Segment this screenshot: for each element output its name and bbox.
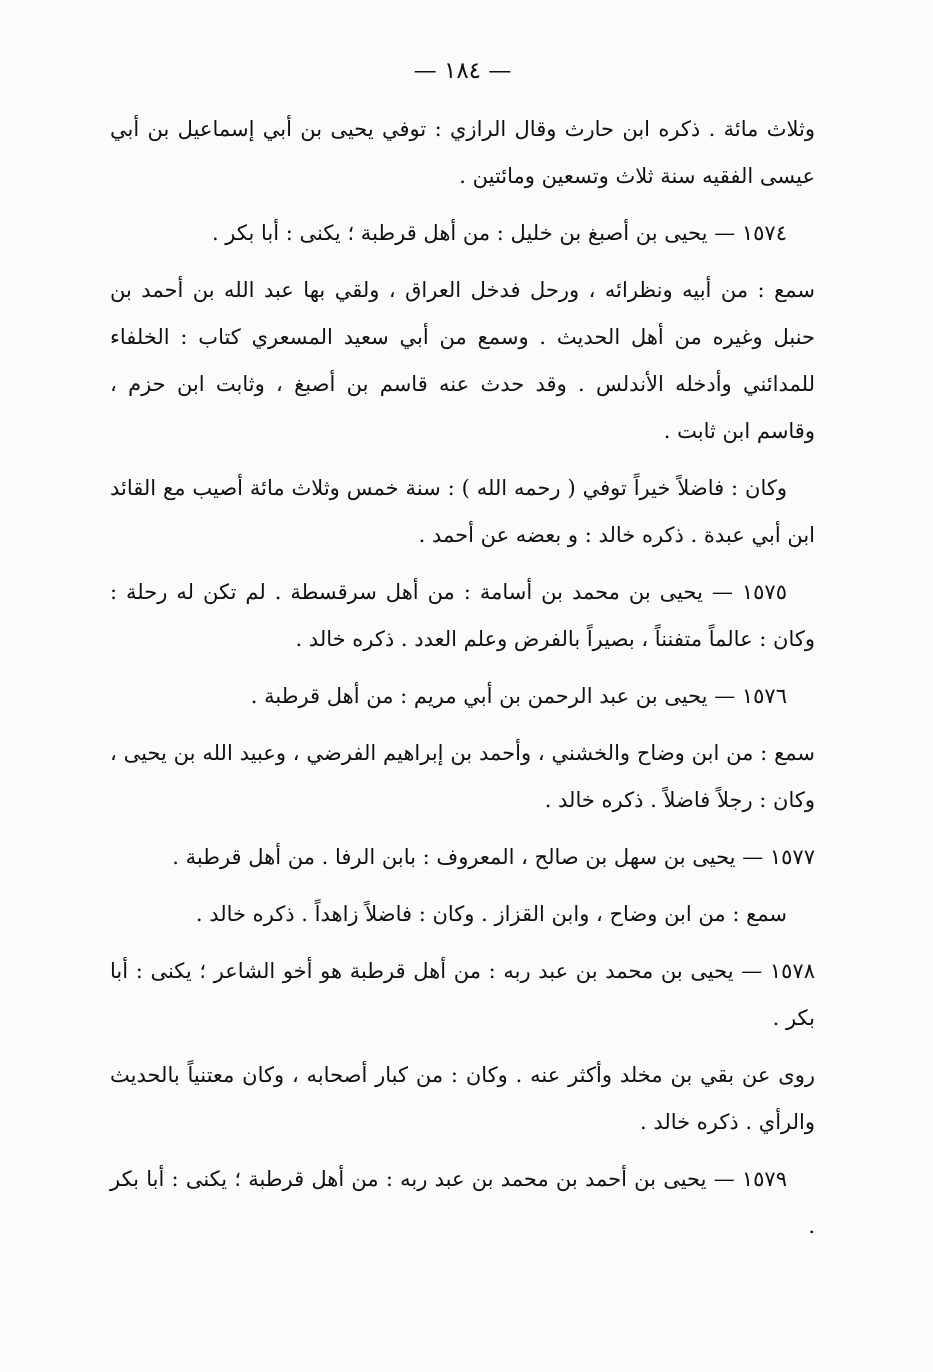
paragraph: سمع : من أبيه ونظرائه ، ورحل فدخل العراق ، ولقي بها عبد الله بن أحمد بن حنبل وغيره من أهل الحديث . وسمع من أبي سعيد المسعري كتاب : الخلفاء للمدائني وأدخله الأندلس . وقد حدث عنه قاسم بن أصبغ ، وثابت ابن حزم ، وقاسم ابن ثابت .: [110, 278, 815, 443]
paragraph: ١٥٧٦ — يحيى بن عبد الرحمن بن أبي مريم : من أهل قرطبة .: [250, 684, 787, 708]
body-text: [110, 106, 815, 1250]
paragraph: ١٥٧٩ — يحيى بن أحمد بن محمد بن عبد ربه : من أهل قرطبة ؛ يكنى : أبا بكر .: [110, 1167, 815, 1238]
paragraph: ١٥٧٥ — يحيى بن محمد بن أسامة : من أهل سرقسطة . لم تكن له رحلة : وكان : عالماً متفنناً ، بصيراً بالفرض وعلم العدد . ذكره خالد .: [110, 580, 815, 651]
paragraph: ١٥٧٤ — يحيى بن أصبغ بن خليل : من أهل قرطبة ؛ يكنى : أبا بكر .: [211, 221, 787, 245]
paragraph: روى عن بقي بن مخلد وأكثر عنه . وكان : من كبار أصحابه ، وكان معتنياً بالحديث والرأي . ذكره خالد .: [110, 1063, 815, 1134]
page-number: — ١٨٤ —: [413, 58, 512, 84]
paragraph: ١٥٧٨ — يحيى بن محمد بن عبد ربه : من أهل قرطبة هو أخو الشاعر ؛ يكنى : أبا بكر .: [110, 959, 815, 1030]
paragraph: وكان : فاضلاً خيراً توفي ( رحمه الله ) : سنة خمس وثلاث مائة أصيب مع القائد ابن أبي عبدة . ذكره خالد : و بعضه عن أحمد .: [110, 476, 815, 547]
paragraph: ١٥٧٧ — يحيى بن سهل بن صالح ، المعروف : بابن الرفا . من أهل قرطبة .: [172, 845, 815, 869]
paragraph: وثلاث مائة . ذكره ابن حارث وقال الرازي : توفي يحيى بن أبي إسماعيل بن أبي عيسى الفقيه سنة ثلاث وتسعين ومائتين .: [110, 117, 815, 188]
paragraph: سمع : من ابن وضاح والخشني ، وأحمد بن إبراهيم الفرضي ، وعبيد الله بن يحيى ، وكان : رجلاً فاضلاً . ذكره خالد .: [110, 741, 815, 812]
paragraph: سمع : من ابن وضاح ، وابن القزاز . وكان : فاضلاً زاهداً . ذكره خالد .: [195, 902, 787, 926]
